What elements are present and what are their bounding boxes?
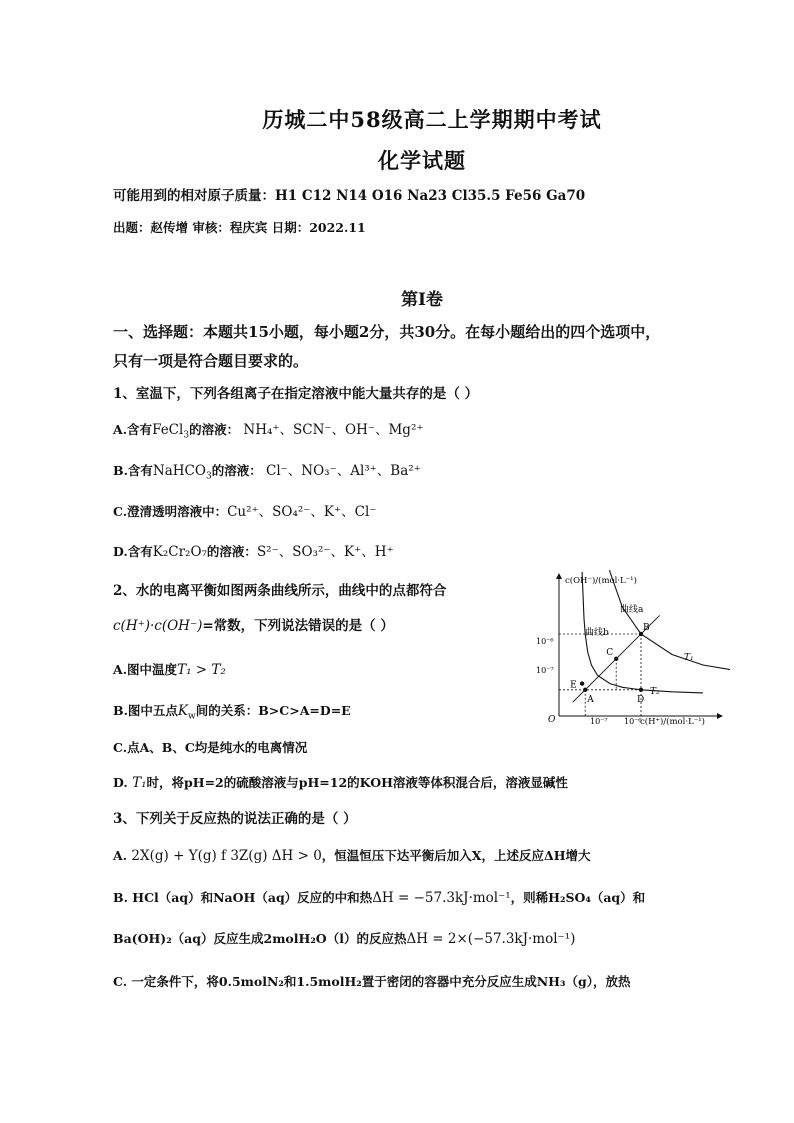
q3-stem: 3、下列关于反应热的说法正确的是（ ） xyxy=(113,811,357,827)
point-label-c: C xyxy=(606,647,614,658)
q3-b-label: B. HCl（aq）和NaOH（aq）反应的中和热 xyxy=(113,890,373,905)
q1-b-label: B.含有 xyxy=(113,463,153,478)
instructions-line-2: 只有一项是符合题目要求的。 xyxy=(113,352,309,370)
section-title: 第Ⅰ卷 xyxy=(401,290,443,310)
q3-b2-text: Ba(OH)₂（aq）反应生成2molH₂O（l）的反应热 xyxy=(113,931,407,946)
y-tick-label-1: 10⁻⁷ xyxy=(536,666,554,675)
x-tick-label-1: 10⁻⁶ xyxy=(624,717,642,726)
q1-d-formula: K₂Cr₂O₇ xyxy=(152,544,207,560)
q2-d-text: 时，将pH=2的硫酸溶液与pH=12的KOH溶液等体积混合后，溶液显碱性 xyxy=(146,775,568,790)
q1-c-ions: Cu²⁺、SO₄²⁻、K⁺、Cl⁻ xyxy=(227,504,377,520)
q1-option-d xyxy=(113,542,394,562)
q1-b-text: 的溶液： xyxy=(211,463,262,478)
q1-stem: 1、室温下，下列各组离子在指定溶液中能大量共存的是（ ） xyxy=(113,386,479,402)
point-label-e: E xyxy=(570,680,577,691)
q1-a-ions: NH₄⁺、SCN⁻、OH⁻、Mg²⁺ xyxy=(243,422,424,438)
q2-stem-2 xyxy=(113,616,394,636)
q2-d-math: T₁ xyxy=(132,775,147,791)
x-tick-label-0: 10⁻⁷ xyxy=(590,717,608,726)
point-a xyxy=(583,688,587,692)
t1-label: T₁ xyxy=(684,653,694,663)
point-c xyxy=(614,657,618,661)
exam-subtitle: 化学试题 xyxy=(378,148,466,173)
q2-b-text: 间的关系：B>C>A=D=E xyxy=(195,703,351,718)
exam-title: 历城二中58级高二上学期期中考试 xyxy=(262,107,602,132)
q2-c-text: C.点A、B、C均是纯水的电离情况 xyxy=(113,740,308,755)
origin-label: O xyxy=(548,715,556,725)
water-ionization-chart xyxy=(530,570,730,730)
q1-a-text: 的溶液： xyxy=(189,422,240,437)
q1-b-sub: 3 xyxy=(205,471,212,482)
q2-option-a xyxy=(113,660,226,680)
author-line: 出题：赵传增 审核：程庆宾 日期：2022.11 xyxy=(113,220,366,235)
q2-option-b xyxy=(113,701,351,721)
q3-a-eq: 2X(g) + Y(g) f 3Z(g) ΔH > 0 xyxy=(131,848,322,864)
q2-stem-formula: c(H⁺)·c(OH⁻) xyxy=(113,618,203,634)
t2-label: T₂ xyxy=(650,687,660,697)
point-e xyxy=(580,681,584,685)
q3-option-a xyxy=(113,846,591,866)
q2-a-math: T₁ > T₂ xyxy=(177,662,226,678)
q1-option-a xyxy=(113,420,423,440)
point-d xyxy=(639,688,643,692)
q1-b-formula: NaHCO xyxy=(152,463,206,479)
atomic-mass-line: 可能用到的相对原子质量：H1 C12 N14 O16 Na23 Cl35.5 Fe56 Ga70 xyxy=(113,188,586,204)
q2-stem-1: 2、水的电离平衡如图两条曲线所示，曲线中的点都符合 xyxy=(113,583,447,599)
q2-a-label: A.图中温度 xyxy=(113,662,178,677)
q2-b-math: K xyxy=(177,703,189,719)
q3-option-c xyxy=(113,972,630,992)
q1-d-text: 的溶液： xyxy=(206,544,257,559)
q3-b-eq: ΔH = −57.3kJ·mol⁻¹ xyxy=(372,890,511,906)
q2-b-label: B.图中五点 xyxy=(113,703,178,718)
point-label-b: B xyxy=(643,623,650,633)
q3-a-text: ，恒温恒压下达平衡后加入X，上述反应ΔH增大 xyxy=(321,848,591,863)
q3-option-b xyxy=(113,888,645,908)
q1-d-ions: S²⁻、SO₃²⁻、K⁺、H⁺ xyxy=(256,544,394,560)
q2-b-sub: w xyxy=(188,711,196,722)
q1-d-label: D.含有 xyxy=(113,544,153,559)
q1-a-formula: FeCl xyxy=(152,422,184,438)
x-axis-label: c(H⁺)/(mol·L⁻¹) xyxy=(640,717,705,727)
point-label-d: D xyxy=(637,694,645,705)
q1-b-ions: Cl⁻、NO₃⁻、Al³⁺、Ba²⁺ xyxy=(266,463,421,479)
q1-c-label: C.澄清透明溶液中： xyxy=(113,504,228,519)
q3-option-b-line2 xyxy=(113,929,575,949)
q3-b2-eq: ΔH = 2×(−57.3kJ·mol⁻¹) xyxy=(406,931,576,947)
q1-option-b xyxy=(113,461,421,481)
q3-a-label: A. xyxy=(113,848,132,863)
q2-option-d: D. T₁时，将pH=2的硫酸溶液与pH=12的KOH溶液等体积混合后，溶液显碱性 xyxy=(113,775,568,791)
curve-b-label: 曲线b xyxy=(585,628,609,638)
q2-stem-text: =常数，下列说法错误的是（ ） xyxy=(202,618,394,634)
curve-a-t1 xyxy=(598,570,730,679)
q3-b-text: ，则稀H₂SO₄（aq）和 xyxy=(510,890,646,905)
q1-option-c xyxy=(113,502,376,522)
y-axis-label: c(OH⁻)/(mol·L⁻¹) xyxy=(565,576,637,586)
instructions-line-1: 一、选择题：本题共15小题，每小题2分，共30分。在每小题给出的四个选项中， xyxy=(113,323,661,341)
point-label-a: A xyxy=(587,694,594,705)
q1-a-sub: 3 xyxy=(183,430,190,441)
curve-a-label: 曲线a xyxy=(620,605,644,615)
y-tick-label-0: 10⁻⁶ xyxy=(536,637,554,646)
q3-c-text: C. 一定条件下，将0.5molN₂和1.5molH₂置于密闭的容器中充分反应生成NH₃（g），放热 xyxy=(113,974,631,989)
q2-option-c xyxy=(113,738,307,758)
q1-a-label: A.含有 xyxy=(113,422,153,437)
